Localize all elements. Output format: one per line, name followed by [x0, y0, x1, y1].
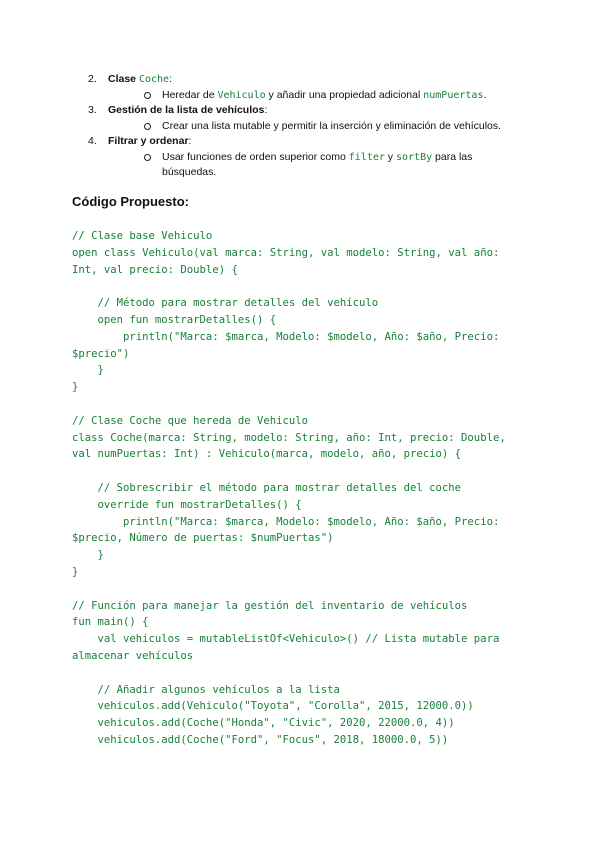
step-title: Filtrar y ordenar: [108, 135, 189, 147]
requirements-list: [88, 72, 548, 181]
sub-list-item: [144, 150, 548, 181]
code-line: // Sobrescribir el método para mostrar detalles del coche: [72, 481, 462, 494]
text: Usar funciones de orden superior como: [162, 150, 349, 163]
code-line: }: [72, 381, 79, 394]
code-line: val numPuertas: Int) : Vehiculo(marca, modelo, año, precio) {: [72, 448, 462, 461]
inline-code: Coche: [138, 74, 170, 85]
code-line: }: [72, 565, 79, 578]
code-line: }: [72, 549, 104, 562]
code-line: // Añadir algunos vehículos a la lista: [72, 683, 340, 696]
sub-list: [108, 150, 548, 181]
text: para las: [432, 150, 473, 163]
code-line: // Clase base Vehiculo: [72, 230, 213, 242]
sub-list-item: [144, 88, 548, 104]
list-number: 2.: [88, 73, 97, 85]
sub-list: [108, 88, 548, 104]
bullet-icon: [144, 92, 151, 99]
code-line: open fun mostrarDetalles() {: [72, 313, 277, 326]
step-title-suffix: :: [264, 104, 268, 116]
inline-code: numPuertas: [423, 89, 484, 101]
inline-code: filter: [348, 151, 385, 163]
text: y: [384, 150, 396, 163]
step-title: Gestión de la lista de vehículos: [108, 104, 265, 116]
list-item: [88, 103, 548, 134]
step-title-suffix: :: [188, 135, 192, 147]
code-line: Int, val precio: Double) {: [72, 263, 238, 276]
code-line: class Coche(marca: String, modelo: String, año: Int, precio: Double,: [72, 431, 506, 444]
code-line: vehiculos.add(Coche("Honda", "Civic", 2020, 22000.0, 4)): [72, 717, 455, 730]
list-number: 3.: [88, 104, 97, 116]
code-line: println("Marca: $marca, Modelo: $modelo, Año: $año, Precio:: [72, 515, 500, 528]
code-block: [72, 228, 532, 749]
list-item: [88, 72, 548, 103]
inline-code: sortBy: [395, 151, 433, 163]
code-line: $precio"): [72, 347, 130, 360]
section-heading: Código Propuesto:: [72, 194, 189, 209]
step-title-suffix: :: [169, 73, 172, 85]
text: y añadir una propiedad adicional: [265, 88, 424, 101]
code-line: open class Vehiculo(val marca: String, val modelo: String, val año:: [72, 246, 500, 259]
text: búsquedas.: [162, 166, 217, 178]
text: Crear una lista mutable y permitir la inserción y eliminación de vehículos.: [162, 119, 502, 132]
code-line: // Clase Coche que hereda de Vehiculo: [72, 414, 308, 427]
code-line: override fun mostrarDetalles() {: [72, 498, 302, 511]
code-line: almacenar vehículos: [72, 649, 194, 662]
bullet-icon: [144, 154, 151, 161]
sub-list-item: [144, 119, 548, 135]
code-line: println("Marca: $marca, Modelo: $modelo, Año: $año, Precio:: [72, 330, 500, 343]
code-line: $precio, Número de puertas: $numPuertas"): [72, 532, 334, 545]
text: .: [483, 88, 487, 101]
code-line: vehiculos.add(Vehiculo("Toyota", "Corolla", 2015, 12000.0)): [72, 700, 474, 713]
sub-list: [108, 119, 548, 135]
code-line: // Función para manejar la gestión del inventario de vehículos: [72, 599, 468, 612]
list-number: 4.: [88, 135, 97, 147]
list-item: [88, 134, 548, 181]
text: Heredar de: [162, 88, 218, 101]
step-title: Clase: [108, 73, 137, 85]
inline-code: Vehiculo: [217, 89, 266, 101]
code-line: }: [72, 364, 104, 377]
code-line: // Método para mostrar detalles del vehículo: [72, 297, 379, 310]
code-line: fun main() {: [72, 616, 149, 629]
bullet-icon: [144, 123, 151, 130]
code-line: val vehiculos = mutableListOf<Vehiculo>() // Lista mutable para: [72, 633, 500, 646]
code-line: vehiculos.add(Coche("Ford", "Focus", 2018, 18000.0, 5)): [72, 733, 449, 746]
